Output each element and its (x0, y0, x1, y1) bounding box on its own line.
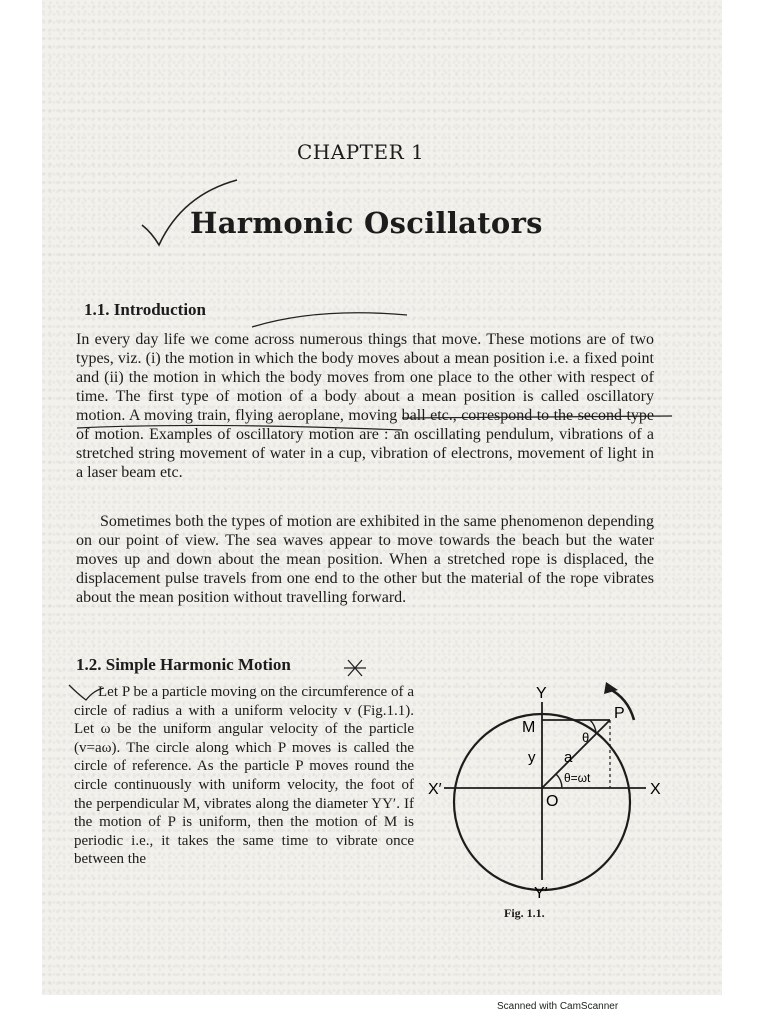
label-theta-top: θ (582, 730, 590, 745)
label-x-left: X′ (428, 781, 442, 798)
label-theta-omega-t: θ=ωt (564, 771, 591, 785)
label-x-right: X (650, 781, 661, 798)
scanner-footer: Scanned with CamScanner (497, 1001, 619, 1012)
label-p: P (614, 705, 625, 722)
label-m: M (522, 719, 536, 736)
intro-paragraph-2: Sometimes both the types of motion are exhibited in the same phenomenon depending on our point of view. The sea waves appear to move towards the beach but the water moves up and down about the mean position. When a stretched rope is displaced, the displacement pulse travels from one end to the other but the material of the rope vibrates about the mean position without travelling forward. (76, 513, 654, 606)
reference-circle-diagram (422, 680, 662, 910)
reference-circle-figure (422, 680, 662, 910)
intro-paragraph-1: In every day life we come across numerous things that move. These motions are of two types, viz. (i) the motion in which the body moves about a mean position i.e. a fixed point and (ii) the motion in which the body moves from one place to the other with respect of time. The first type of motion of a body about a mean position is called oscillatory motion. A moving train, flying aeroplane, moving ball etc., correspond to the second type of motion. Examples of oscillatory motion are : an oscillating pendulum, vibrations of a stretched string movement of water in a cup, vibration of electrons, movement of light in a laser beam etc. (76, 331, 654, 481)
label-y-bottom: Y′ (534, 885, 548, 902)
label-a: a (564, 749, 573, 766)
section-heading-shm: 1.2. Simple Harmonic Motion (76, 655, 291, 674)
chapter-title: Harmonic Oscillators (190, 206, 543, 240)
chapter-label: CHAPTER 1 (297, 140, 425, 164)
label-origin: O (546, 793, 559, 810)
label-y-top: Y (536, 685, 547, 702)
figure-caption: Fig. 1.1. (504, 906, 545, 920)
angle-arc-bottom (556, 774, 562, 788)
label-y: y (528, 749, 536, 766)
section-heading-introduction: 1.1. Introduction (84, 300, 207, 319)
pen-star-mark-icon (340, 656, 370, 680)
shm-paragraph: Let P be a particle moving on the circumference of a circle of radius a with a uniform velocity v (Fig.1.1). Let ω be the uniform angular velocity of the particle (v=aω). The circle along which P moves is called the circle of reference. As the particle P moves round the circle continuously with uniform velocity, the foot of the perpendicular M, vibrates along the diameter YY′. If the motion of P is uniform, then the motion of M is periodic i.e., it takes the same time to vibrate once between the (74, 684, 414, 868)
scanned-page (42, 0, 722, 995)
